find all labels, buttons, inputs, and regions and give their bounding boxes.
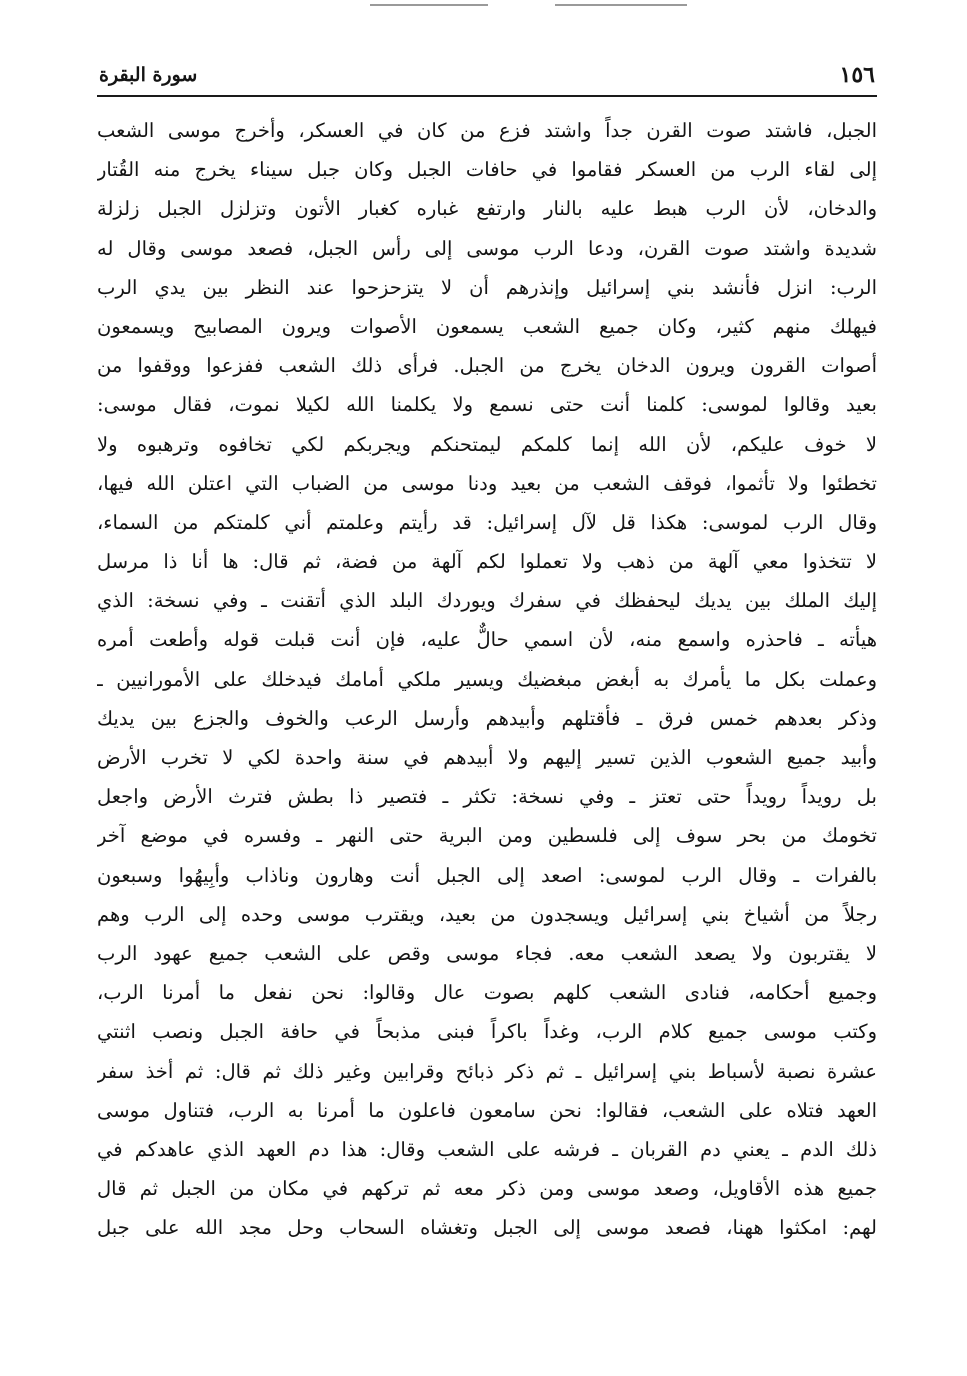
text-line: وقال الرب لموسى: هكذا قل لآل إسرائيل: قد رأيتم وعلمتم أني كلمتكم من السماء، (97, 510, 877, 534)
text-line: وعملت بكل ما يأمرك به أبغض مبغضيك ويسير ملكي أمامك فيدخلك على الأمورانيين ـ (97, 667, 877, 691)
text-line: وكتب موسى جميع كلام الرب، وغداً باكراً فبنى مذبحاً في حافة الجبل ونصب اثنتي (97, 1020, 877, 1044)
text-line: وجميع أحكامه، فنادى الشعب كلهم بصوت عال وقالوا: نحن نفعل ما أمرنا الرب، (97, 981, 877, 1005)
text-line: الرب: انزل فأنشد بني إسرائيل وإنذرهم أن لا يتزحزحوا عند النظر بين يدي الرب (97, 275, 877, 299)
text-line: عشرة نصبة لأسباط بني إسرائيل ـ ثم ذكر ذبائح وقرابين وغير ذلك ثم قال: ثم أخذ سفر (97, 1059, 877, 1083)
text-line: هيأته ـ فاحذره واسمع منه، لأن اسمي حالٌّ عليه، فإن أنت قبلت قوله وأطعت أمره (97, 628, 877, 652)
text-line: والدخان، لأن الرب هبط عليه بالنار وارتفع غباره كغبار الأتون وتزلزل الجبل زلزلة (97, 197, 877, 221)
text-line: لا تتخذوا معي آلهة من ذهب ولا تعملوا لكم آلهة من فضة، ثم قال: ها أنا ذا مرسل (97, 550, 877, 574)
header-rule (97, 95, 877, 97)
text-line: فيهلك منهم كثير، وكان جميع الشعب يسمعون الأصوات ويرون المصابيح ويسمعون (97, 314, 877, 338)
surah-title: سورة البقرة (99, 64, 198, 86)
text-line: جميع هذه الأقاويل، وصعد موسى ومن ذكر معه ثم تركهم في مكان من الجبل ثم قال (97, 1177, 877, 1201)
text-line: رجلاً من أشياخ بني إسرائيل ويسجدون من بعيد، ويقترب موسى وحده إلى الرب وهم (97, 902, 877, 926)
text-line: لا خوف عليكم، لأن الله إنما كلمكم ليمتحنكم ويجربكم لكي تخافوه وترهبوه ولا (97, 432, 877, 456)
text-line: تخومك من بحر سوف إلى فلسطين ومن البرية حتى النهر ـ وفسره في موضع آخر (97, 824, 877, 848)
text-line: وذكر بعدهم خمس فرق ـ فأقتلهم وأبيدهم وأرسل الرعب والخوف والجزع بين يديك (97, 706, 877, 730)
text-line: إليك الملك بين يديك ليحفظك في سفرك ويوردك البلد الذي أتقنت ـ وفي نسخة: الذي (97, 589, 877, 613)
text-line: بل رويداً رويداً حتى تعتز ـ وفي نسخة: تكثر ـ فتصير ذا بطش فترث الأرض واجعل (97, 785, 877, 809)
text-line: الجبل، فاشتد صوت القرن جداً واشتد فزع من كان في العسكر، وأخرج موسى الشعب (97, 119, 877, 142)
text-line: العهد فتلاه على الشعب، فقالوا: نحن سامعون فاعلون ما أمرنا به الرب، فتناول موسى (97, 1098, 877, 1122)
text-line: شديدة واشتد صوت القرن، ودعا الرب موسى إلى رأس الجبل، فصعد موسى وقال له (97, 236, 877, 260)
text-line: تخطئوا ولا تأثموا، فوقف الشعب من بعيد ودنا موسى من الضباب التي اعتلن الله فيها، (97, 471, 877, 495)
page-number: ١٥٦ (839, 62, 875, 88)
text-line: إلى لقاء الرب من العسكر فقاموا في حافات الجبل وكان جبل سيناء يخرج منه القُتار (97, 158, 877, 182)
text-line: لا يقتربون ولا يصعد الشعب معه. فجاء موسى وقص على الشعب جميع عهود الرب (97, 941, 877, 965)
scan-edge-mark (555, 4, 687, 6)
body-text (97, 111, 877, 1247)
scan-edge-mark (370, 4, 488, 6)
text-line: لهم: امكثوا ههنا، فصعد موسى إلى الجبل وتغشاه السحاب وحل مجد الله على جبل (97, 1216, 877, 1240)
text-line: ذلك الدم ـ يعني دم القربان ـ فرشه على الشعب وقال: هذا دم العهد الذي عاهدكم في (97, 1137, 877, 1161)
text-line: بعيد وقالوا لموسى: كلمنا أنت حتى نسمع ولا يكلمنا الله لكيلا نموت، فقال موسى: (97, 393, 877, 417)
text-line: أصوات القرون ويرون الدخان يخرج من الجبل. فرأى ذلك الشعب ففزعوا ووقفوا من (97, 354, 877, 378)
page-header (97, 58, 877, 94)
text-line: وأبيد جميع الشعوب الذين تسير إليهم ولا أبيدهم في سنة واحدة لكي لا تخرب الأرض (97, 746, 877, 769)
text-line: بالفرات ـ وقال الرب لموسى: اصعد إلى الجبل أنت وهارون وناذاب وأبِيهُوا وسبعون (97, 863, 877, 887)
